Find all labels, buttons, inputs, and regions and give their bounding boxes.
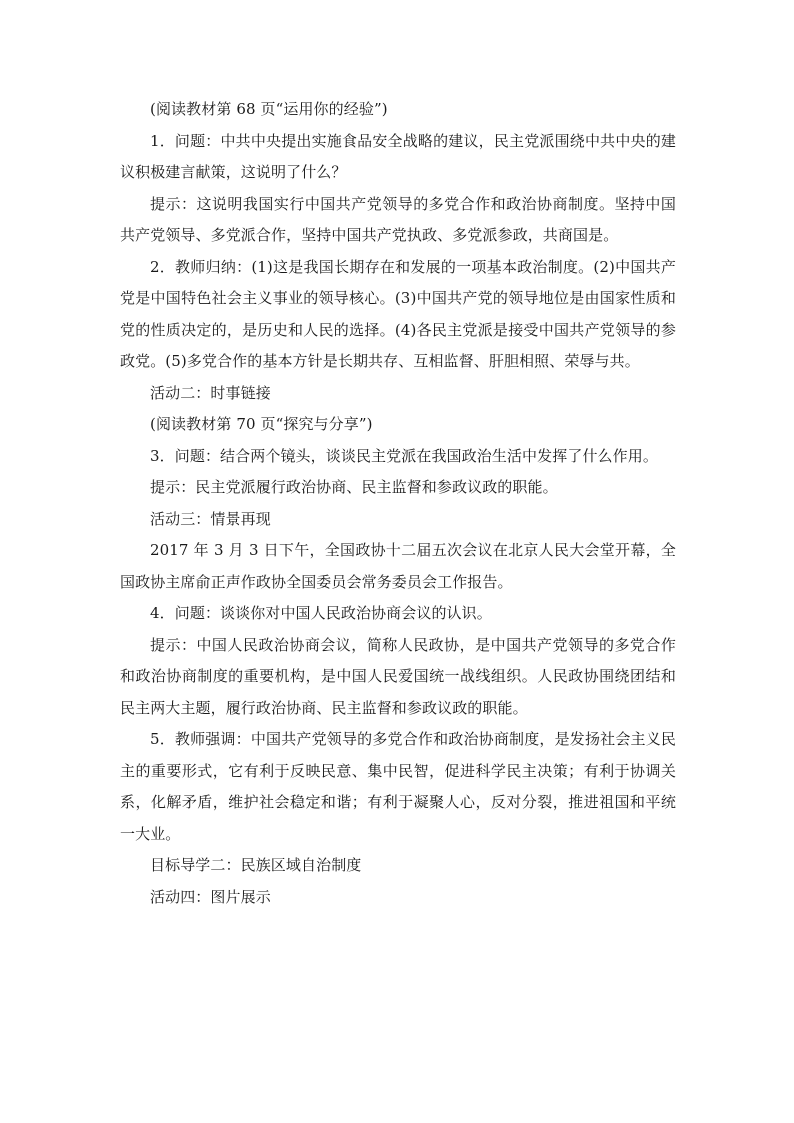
activity-3-heading: 活动三：情景再现 (150, 509, 271, 528)
hint-3: 提示：民主党派履行政治协商、民主监督和参政议政的职能。 (150, 478, 558, 496)
hint-1: 提示：这说明我国实行中国共产党领导的多党合作和政治协商制度。坚持中国共产党领导、多党派合作，坚持中国共产党执政、多党派参政，共商国是。 (120, 194, 676, 244)
document-body (120, 94, 676, 913)
reading-reference-70: (阅读教材第 70 页“探究与分享”) (150, 415, 373, 433)
activity-2-heading: 活动二：时事链接 (150, 383, 271, 402)
teacher-summary-2: 2．教师归纳：(1)这是我国长期存在和发展的一项基本政治制度。(2)中国共产党是中国特色社会主义事业的领导核心。(3)中国共产党的领导地位是由国家性质和党的性质决定的，是历史和人民的选择。(4)各民主党派是接受中国共产党领导的参政党。(5)多党合作的基本方针是长期共存、互相监督、肝胆相照、荣辱与共。 (120, 257, 676, 370)
hint-4: 提示：中国人民政治协商会议，简称人民政协，是中国共产党领导的多党合作和政治协商制度的重要机构，是中国人民爱国统一战线组织。人民政协围绕团结和民主两大主题，履行政治协商、民主监督和参政议政的职能。 (120, 635, 676, 717)
scenario-text: 2017 年 3 月 3 日下午，全国政协十二届五次会议在北京人民大会堂开幕，全国政协主席俞正声作政协全国委员会常务委员会工作报告。 (120, 541, 676, 591)
goal-section-2-heading: 目标导学二：民族区域自治制度 (150, 856, 362, 874)
activity-4-heading: 活动四：图片展示 (150, 887, 271, 906)
question-4: 4．问题：谈谈你对中国人民政治协商会议的认识。 (150, 604, 492, 622)
reading-reference-68: (阅读教材第 68 页“运用你的经验”) (150, 100, 388, 118)
question-1: 1．问题：中共中央提出实施食品安全战略的建议，民主党派围绕中共中央的建议积极建言献策，这说明了什么？ (120, 131, 676, 181)
teacher-emphasis-5: 5．教师强调：中国共产党领导的多党合作和政治协商制度，是发扬社会主义民主的重要形式，它有利于反映民意、集中民智，促进科学民主决策；有利于协调关系，化解矛盾，维护社会稳定和谐；有利于凝聚人心，反对分裂，推进祖国和平统一大业。 (120, 730, 676, 843)
question-3: 3．问题：结合两个镜头，谈谈民主党派在我国政治生活中发挥了什么作用。 (150, 446, 658, 465)
